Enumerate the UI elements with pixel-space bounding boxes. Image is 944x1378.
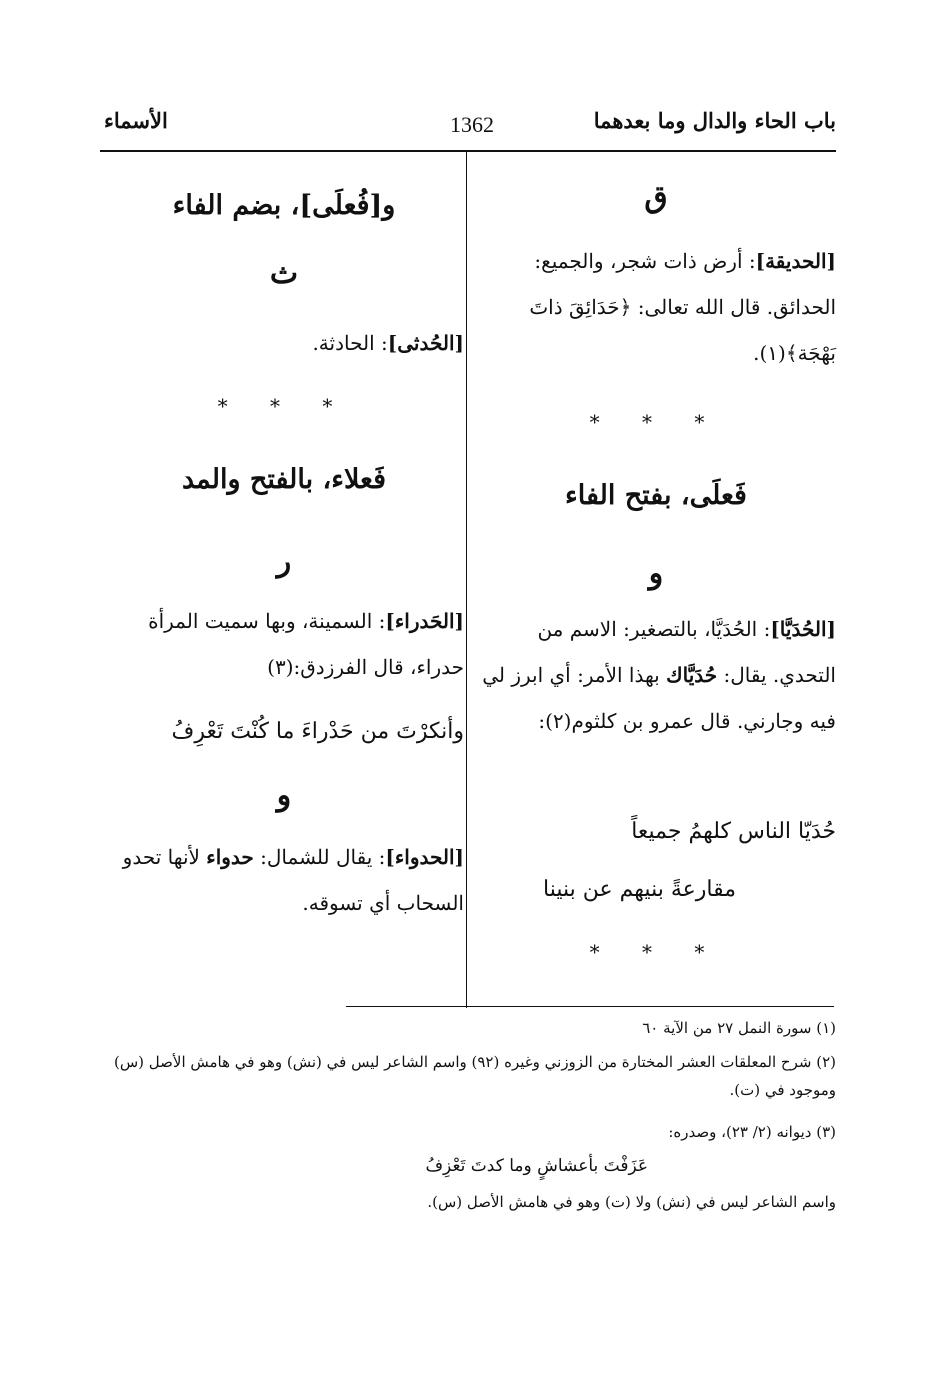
- entry-keyword: حُدَيَّاك: [666, 663, 718, 687]
- column-divider: [466, 152, 467, 1008]
- footnote-rule: [346, 1006, 834, 1007]
- footnote-3: (٣) ديوانه (٢/ ٢٣)، وصدره:: [668, 1123, 836, 1141]
- verse-line-1: حُدَيّا الناس كلهمُ جميعاً: [631, 819, 836, 844]
- letter-heading-ra: ر: [276, 544, 292, 579]
- separator-stars: * * *: [589, 410, 723, 434]
- footnote-3-note-text: واسم الشاعر ليس في (نش) ولا (ت) وهو في هامش الأصل (س).: [427, 1193, 836, 1211]
- entry-term: [الحديقة]: [755, 249, 836, 273]
- page-number: 1362: [450, 112, 494, 137]
- letter-heading-tha: ث: [269, 256, 299, 291]
- entry-definition: : الحُدَيَّا، بالتصغير: الاسم من التحدي. يقال:: [537, 617, 836, 687]
- entry-definition-cont: لأنها تحدو السحاب أي تسوقه.: [122, 845, 464, 915]
- footnote-3-verse: عَزَفْتَ بأعشاشٍ وما كدتَ تَعْزِفُ: [425, 1156, 648, 1176]
- separator-stars: * * *: [217, 394, 351, 418]
- running-head-left: الأسماء: [104, 108, 168, 133]
- letter-heading-qaf: ق: [644, 180, 668, 215]
- footnote-1: (١) سورة النمل ٢٧ من الآية ٦٠: [642, 1019, 836, 1037]
- running-head-right: باب الحاء والدال وما بعدهما: [593, 108, 836, 133]
- entry-definition: : الحادثة.: [312, 331, 388, 355]
- entry-hadra: [104, 598, 464, 690]
- section-heading: و[فُعلَى]، بضم الفاء: [172, 190, 396, 221]
- separator-stars: * * *: [589, 940, 723, 964]
- section-heading: فَعلَى، بفتح الفاء: [565, 480, 747, 511]
- entry-term: [الحَدراء]: [385, 609, 464, 633]
- footnote-3-note: [106, 1188, 836, 1216]
- entry-hudtha: [104, 320, 464, 366]
- entry-hadwa: [104, 834, 464, 926]
- entry-hadiqa: [476, 238, 836, 376]
- header-rule: [100, 150, 836, 152]
- entry-term: [الحُدَيَّا]: [770, 617, 836, 641]
- letter-heading-waw: و: [276, 778, 292, 813]
- entry-keyword: حدواء: [206, 845, 254, 869]
- verse-line-2: مقارعةً بنيهم عن بنينا: [543, 877, 736, 902]
- letter-heading-waw: و: [648, 556, 664, 591]
- entry-definition-cont: بهذا الأمر: أي ابرز لي فيه وجارني. قال عمرو بن كلثوم(٢):: [482, 663, 836, 733]
- entry-definition: : يقال للشمال:: [253, 845, 386, 869]
- entry-definition: : السمينة، وبها سميت المرأة حدراء، قال الفرزدق:(٣): [148, 609, 464, 679]
- footnote-2: (٢) شرح المعلقات العشر المختارة من الزوزني وغيره (٩٢) واسم الشاعر ليس في (نش) وهو في هامش الأصل (س) وموجود في (ت).: [114, 1053, 836, 1099]
- entry-hudayya: [476, 606, 836, 744]
- verse-line: وأنكرْتَ من حَدْراءَ ما كُنْتَ تَعْرِفُ: [171, 719, 464, 744]
- entry-definition: : أرض ذات شجر، والجميع: الحدائق. قال الله تعالى: ﴿حَدَائِقَ ذاتَ بَهْجَة﴾(١).: [529, 249, 836, 365]
- entry-term: [الحُدثى]: [387, 331, 464, 355]
- right-column: [476, 180, 836, 215]
- section-heading: فَعلاء، بالفتح والمد: [181, 464, 386, 495]
- entry-term: [الحدواء]: [385, 845, 464, 869]
